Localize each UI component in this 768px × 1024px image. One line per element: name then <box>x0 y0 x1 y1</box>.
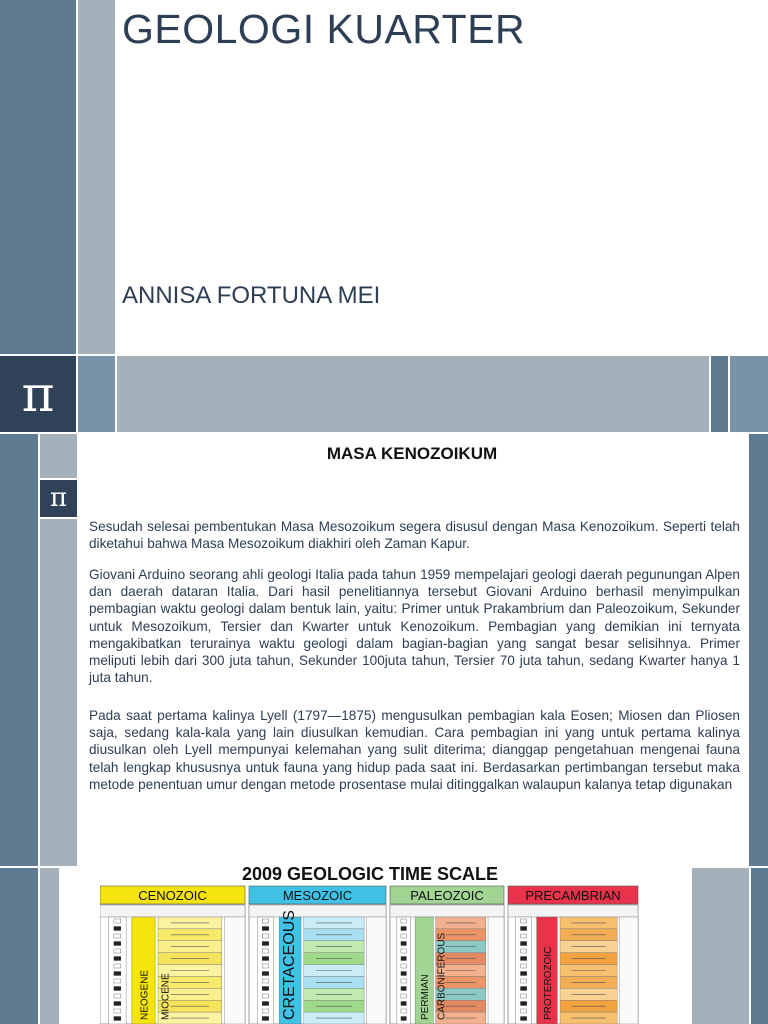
pi-icon-large: π <box>21 365 55 423</box>
polarity-tick <box>401 972 406 976</box>
polarity-tick <box>401 934 406 938</box>
column-header-row <box>249 905 386 917</box>
bottom-left-light <box>40 868 59 1024</box>
period-vertical-label: NEOGENE <box>139 969 151 1020</box>
polarity-tick <box>520 972 526 976</box>
doc-left-light-top <box>40 434 77 478</box>
geologic-time-scale-chart <box>100 884 640 1024</box>
column-header-row <box>100 905 245 917</box>
era-precambrian <box>508 886 638 1024</box>
polarity-tick <box>401 1002 406 1006</box>
polarity-tick <box>114 979 121 983</box>
polarity-tick <box>114 934 121 938</box>
pi-icon-small: π <box>49 483 68 513</box>
polarity-tick <box>262 972 269 976</box>
polarity-tick <box>401 1017 406 1021</box>
age-column <box>397 917 411 1024</box>
polarity-tick <box>262 949 269 953</box>
polarity-tick <box>262 979 269 983</box>
polarity-tick <box>262 994 269 998</box>
polarity-tick <box>114 919 121 923</box>
left-light-column <box>78 0 115 354</box>
age-column <box>109 917 126 1024</box>
era-cenozoic <box>100 886 245 1024</box>
era-label: CENOZOIC <box>138 888 207 903</box>
band-right-steel <box>711 356 728 432</box>
period-vertical-label: CARBONIFEROUS <box>436 932 448 1020</box>
paragraph-3: Pada saat pertama kalinya Lyell (1797—1875) mengusulkan pembagian kala Eosen; Miosen dan Pliosen saja, sedang kala-kala yang lain diusulkan kemudian. Cara pembagian ini yang untuk pertama kalinya diusulkan oleh Lyell mempunyai kelemahan yang sulit diterima; dianggap pengetahuan mengenai fauna telah lengkap khususnya untuk fauna yang hidup pada saat ini. Berdasarkan pertimbangan tersebut maka metode penentuan umur dengan metode prosentase mulai ditinggalkan walaupun kalanya tetap digunakan <box>89 708 740 792</box>
paragraph-1: Sesudah selesai pembentukan Masa Mesozoikum segera disusul dengan Masa Kenozoikum. Seperti telah diketahui bahwa Masa Mesozoikum diakhiri oleh Zaman Kapur. <box>89 519 740 552</box>
polarity-tick <box>262 957 269 961</box>
left-dark-column <box>0 0 76 354</box>
polarity-tick <box>114 1002 121 1006</box>
polarity-tick <box>262 987 269 991</box>
polarity-tick <box>262 1009 269 1013</box>
polarity-tick <box>114 927 121 931</box>
era-paleozoic <box>390 886 504 1024</box>
polarity-tick <box>520 979 526 983</box>
polarity-tick <box>401 919 406 923</box>
polarity-tick <box>520 919 526 923</box>
doc-left-dark <box>0 434 38 866</box>
age-number-column <box>225 917 245 1024</box>
polarity-tick <box>401 949 406 953</box>
polarity-tick <box>401 957 406 961</box>
polarity-tick <box>114 1009 121 1013</box>
polarity-tick <box>520 957 526 961</box>
column-header-row <box>508 905 638 917</box>
polarity-tick <box>401 987 406 991</box>
polarity-tick <box>520 1009 526 1013</box>
polarity-tick <box>520 1002 526 1006</box>
polarity-tick <box>401 994 406 998</box>
chart-title: 2009 GEOLOGIC TIME SCALE <box>241 864 499 884</box>
doc-right-dark <box>749 434 768 866</box>
doc-heading: MASA KENOZOIKUM <box>326 444 498 463</box>
polarity-tick <box>401 942 406 946</box>
polarity-tick <box>114 1017 121 1021</box>
polarity-tick <box>401 979 406 983</box>
era-mesozoic <box>249 886 386 1024</box>
age-column <box>516 917 532 1024</box>
polarity-tick <box>114 957 121 961</box>
polarity-tick <box>401 927 406 931</box>
author-name: ANNISA FORTUNA MEI <box>122 282 381 309</box>
polarity-tick <box>520 934 526 938</box>
polarity-tick <box>114 994 121 998</box>
polarity-tick <box>520 927 526 931</box>
presentation-title: GEOLOGI KUARTER <box>122 6 526 52</box>
bottom-left-dark <box>0 868 38 1024</box>
band-light-strip <box>117 356 709 432</box>
band-right-light <box>730 356 768 432</box>
polarity-tick <box>401 1009 406 1013</box>
age-number-column <box>488 917 504 1024</box>
paragraph-2: Giovani Arduino seorang ahli geologi Italia pada tahun 1959 mempelajari geologi daerah pegunungan Alpen dan daerah dataran Italia. Dari hasil penelitiannya tersebut Giovani Arduino berhasil menyimpulkan pembagian waktu geologi dalam bentuk lain, yaitu: Primer untuk Prakambrium dan Paleozoikum, Sekunder untuk Mesozoikum, Tersier dan Kwarter untuk Kenozoikum. Pembagian yang demikian ini ternyata mengakibatkan terurainya waktu geologi dalam bagian-bagian yang sangat besar selisihnya. Primer meliputi lebih dari 300 juta tahun, Sekunder 100juta tahun, Tersier 70 juta tahun, sedang Kwarter hanya 1 juta tahun. <box>89 567 740 686</box>
polarity-tick <box>114 972 121 976</box>
band-steel-block <box>78 356 115 432</box>
polarity-tick <box>114 987 121 991</box>
polarity-tick <box>520 987 526 991</box>
bottom-right-light <box>692 868 749 1024</box>
era-label: PALEOZOIC <box>410 888 484 903</box>
column-header-row <box>390 905 504 917</box>
polarity-tick <box>262 927 269 931</box>
period-vertical-label: MIOCENE <box>160 973 172 1020</box>
polarity-tick <box>262 1002 269 1006</box>
polarity-tick <box>520 1017 526 1021</box>
polarity-tick <box>520 949 526 953</box>
polarity-tick <box>114 949 121 953</box>
bottom-right-dark <box>751 868 768 1024</box>
age-number-column <box>620 917 638 1024</box>
period-vertical-label: PROTEROZOIC <box>543 946 554 1020</box>
polarity-tick <box>262 1017 269 1021</box>
period-vertical-label: PERMIAN <box>420 974 432 1020</box>
polarity-tick <box>520 994 526 998</box>
polarity-tick <box>114 942 121 946</box>
doc-left-light <box>40 519 77 866</box>
polarity-tick <box>520 942 526 946</box>
age-column <box>257 917 273 1024</box>
polarity-tick <box>262 934 269 938</box>
polarity-tick <box>262 942 269 946</box>
polarity-tick <box>114 964 121 968</box>
polarity-tick <box>401 964 406 968</box>
era-label: MESOZOIC <box>282 888 353 903</box>
era-label: PRECAMBRIAN <box>525 888 621 903</box>
polarity-tick <box>262 964 269 968</box>
period-vertical-label: CRETACEOUS <box>281 910 299 1020</box>
polarity-tick <box>262 919 269 923</box>
polarity-tick <box>520 964 526 968</box>
age-number-column <box>367 917 386 1024</box>
